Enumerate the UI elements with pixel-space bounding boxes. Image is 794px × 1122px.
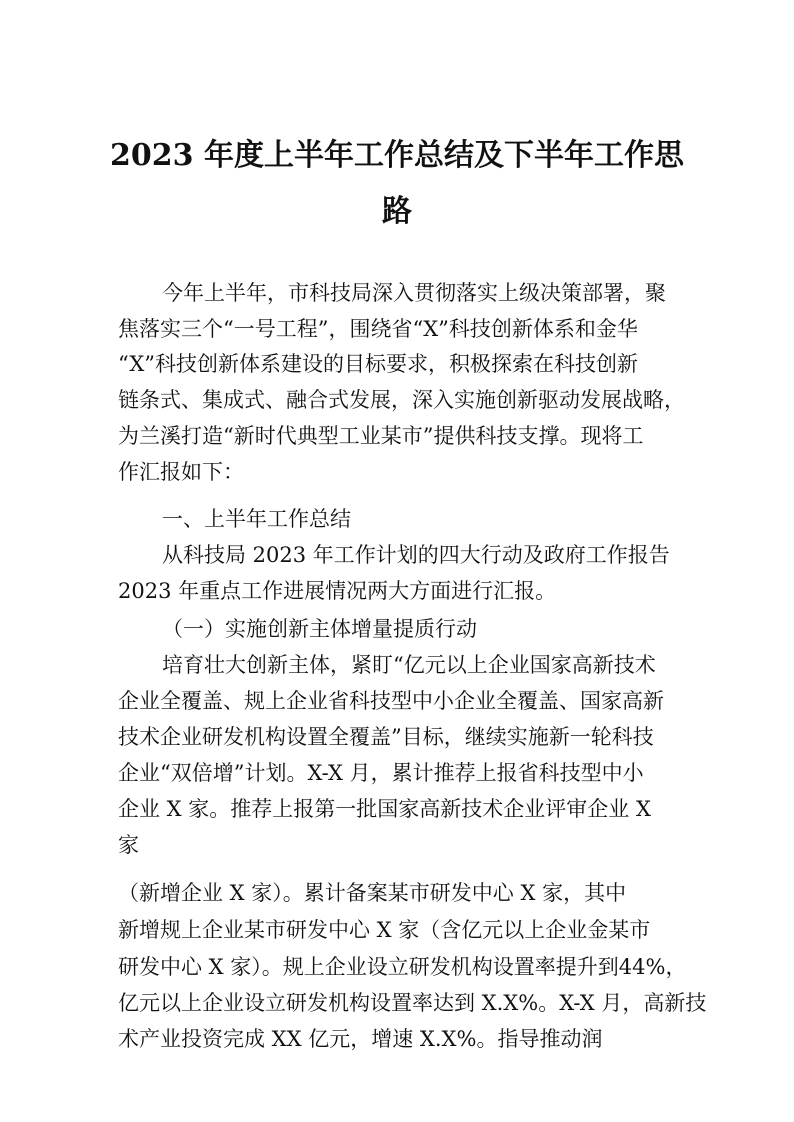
body-line: 技术企业研发机构设置全覆盖”目标，继续实施新一轮科技 (118, 725, 654, 749)
body-line: 企业全覆盖、规上企业省科技型中小企业全覆盖、国家高新 (118, 689, 664, 713)
body-line: 为兰溪打造“新时代典型工业某市”提供科技支撑。现将工 (118, 424, 644, 448)
body-line: 新增规上企业某市研发中心 X 家（含亿元以上企业金某市 (118, 918, 651, 942)
body-line: 2023 年重点工作进展情况两大方面进行汇报。 (118, 579, 557, 603)
document-title-line-2: 路 (382, 194, 412, 229)
body-line: 亿元以上企业设立研发机构设置率达到 X.X%。X-X 月，高新技 (118, 991, 707, 1015)
body-line: 链条式、集成式、融合式发展，深入实施创新驱动发展战略， (118, 388, 685, 412)
body-line: 今年上半年，市科技局深入贯彻落实上级决策部署，聚 (162, 281, 666, 305)
body-line: 家 (118, 833, 139, 857)
body-line: “X”科技创新体系建设的目标要求，积极探索在科技创新 (118, 352, 639, 376)
section-heading: 一、上半年工作总结 (162, 507, 351, 531)
body-line: 作汇报如下： (118, 460, 244, 484)
body-line: 培育壮大创新主体，紧盯“亿元以上企业国家高新技术 (162, 653, 656, 677)
body-line: （新增企业 X 家）。累计备案某市研发中心 X 家，其中 (118, 881, 627, 905)
body-line: 术产业投资完成 XX 亿元，增速 X.X%。指导推动润 (118, 1027, 603, 1051)
body-line: 焦落实三个“一号工程”，围绕省“X”科技创新体系和金华 (118, 317, 638, 341)
document-title-line-1: 2023 年度上半年工作总结及下半年工作思 (110, 138, 684, 173)
body-line: 研发中心 X 家）。规上企业设立研发机构设置率提升到44%， (118, 955, 687, 979)
body-line: 企业 X 家。推荐上报第一批国家高新技术企业评审企业 X (118, 797, 651, 821)
body-line: 企业“双倍增”计划。X-X 月，累计推荐上报省科技型中小 (118, 761, 644, 785)
subsection-heading: （一）实施创新主体增量提质行动 (162, 617, 477, 641)
body-line: 从科技局 2023 年工作计划的四大行动及政府工作报告 (162, 543, 670, 567)
